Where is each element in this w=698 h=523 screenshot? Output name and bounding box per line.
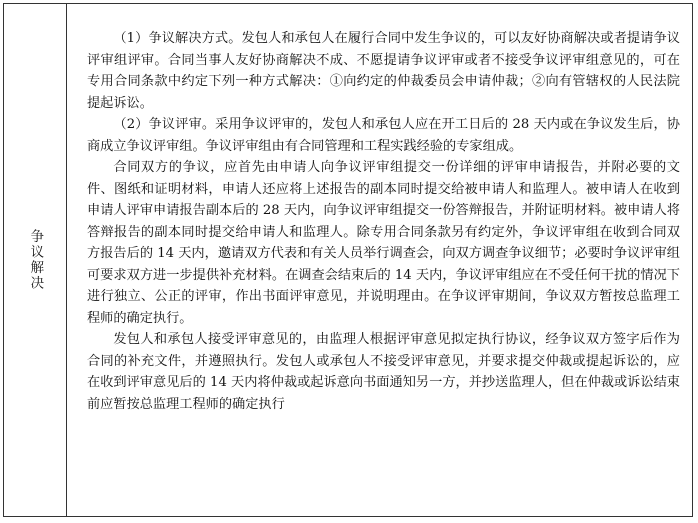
paragraph-dispute-method: （1）争议解决方式。发包人和承包人在履行合同中发生争议的，可以友好协商解决或者提请争议评审组评审。合同当事人友好协商解决不成、不愿提请争议评审或者不接受争议评审组意见的，可在专用合同条款中约定下列一种方式解决：①向约定的仲裁委员会申请仲裁；②向有管辖权的人民法院提起诉讼。 bbox=[87, 31, 680, 111]
row-label: 争议解决 bbox=[27, 229, 44, 291]
row-label-cell bbox=[4, 4, 67, 516]
paragraph-dispute-review: （2）争议评审。采用争议评审的，发包人和承包人应在开工日后的 28 天内或在争议发生后，协商成立争议评审组。争议评审组由有合同管理和工程实践经验的专家组成。 bbox=[87, 117, 680, 154]
paragraph-review-outcome: 发包人和承包人接受评审意见的，由监理人根据评审意见拟定执行协议，经争议双方签字后作为合同的补充文件，并遵照执行。发包人或承包人不接受评审意见，并要求提交仲裁或提起诉讼的，应在收到评审意见后的 14 天内将仲裁或起诉意向书面通知另一方，并抄送监理人，但在仲裁或诉讼结束前应暂按总监理工程师的确定执行 bbox=[87, 332, 680, 412]
paragraph-review-procedure: 合同双方的争议，应首先由申请人向争议评审组提交一份详细的评审申请报告，并附必要的文件、图纸和证明材料，申请人还应将上述报告的副本同时提交给被申请人和监理人。被申请人在收到申请人评审申请报告副本后的 28 天内，向争议评审组提交一份答辩报告，并附证明材料。被申请人将答辩报告的副本同时提交给申请人和监理人。除专用合同条款另有约定外，争议评审组在收到合同双方报告后的 14 天内，邀请双方代表和有关人员举行调查会，向双方调查争议细节；必要时争议评审组可要求双方进一步提供补充材料。在调查会结束后的 14 天内，争议评审组应在不受任何干扰的情况下进行独立、公正的评审，作出书面评审意见，并说明理由。在争议评审期间，争议双方暂按总监理工程师的确定执行。 bbox=[87, 160, 680, 326]
row-content-cell bbox=[67, 4, 692, 516]
clause-table bbox=[3, 3, 693, 517]
